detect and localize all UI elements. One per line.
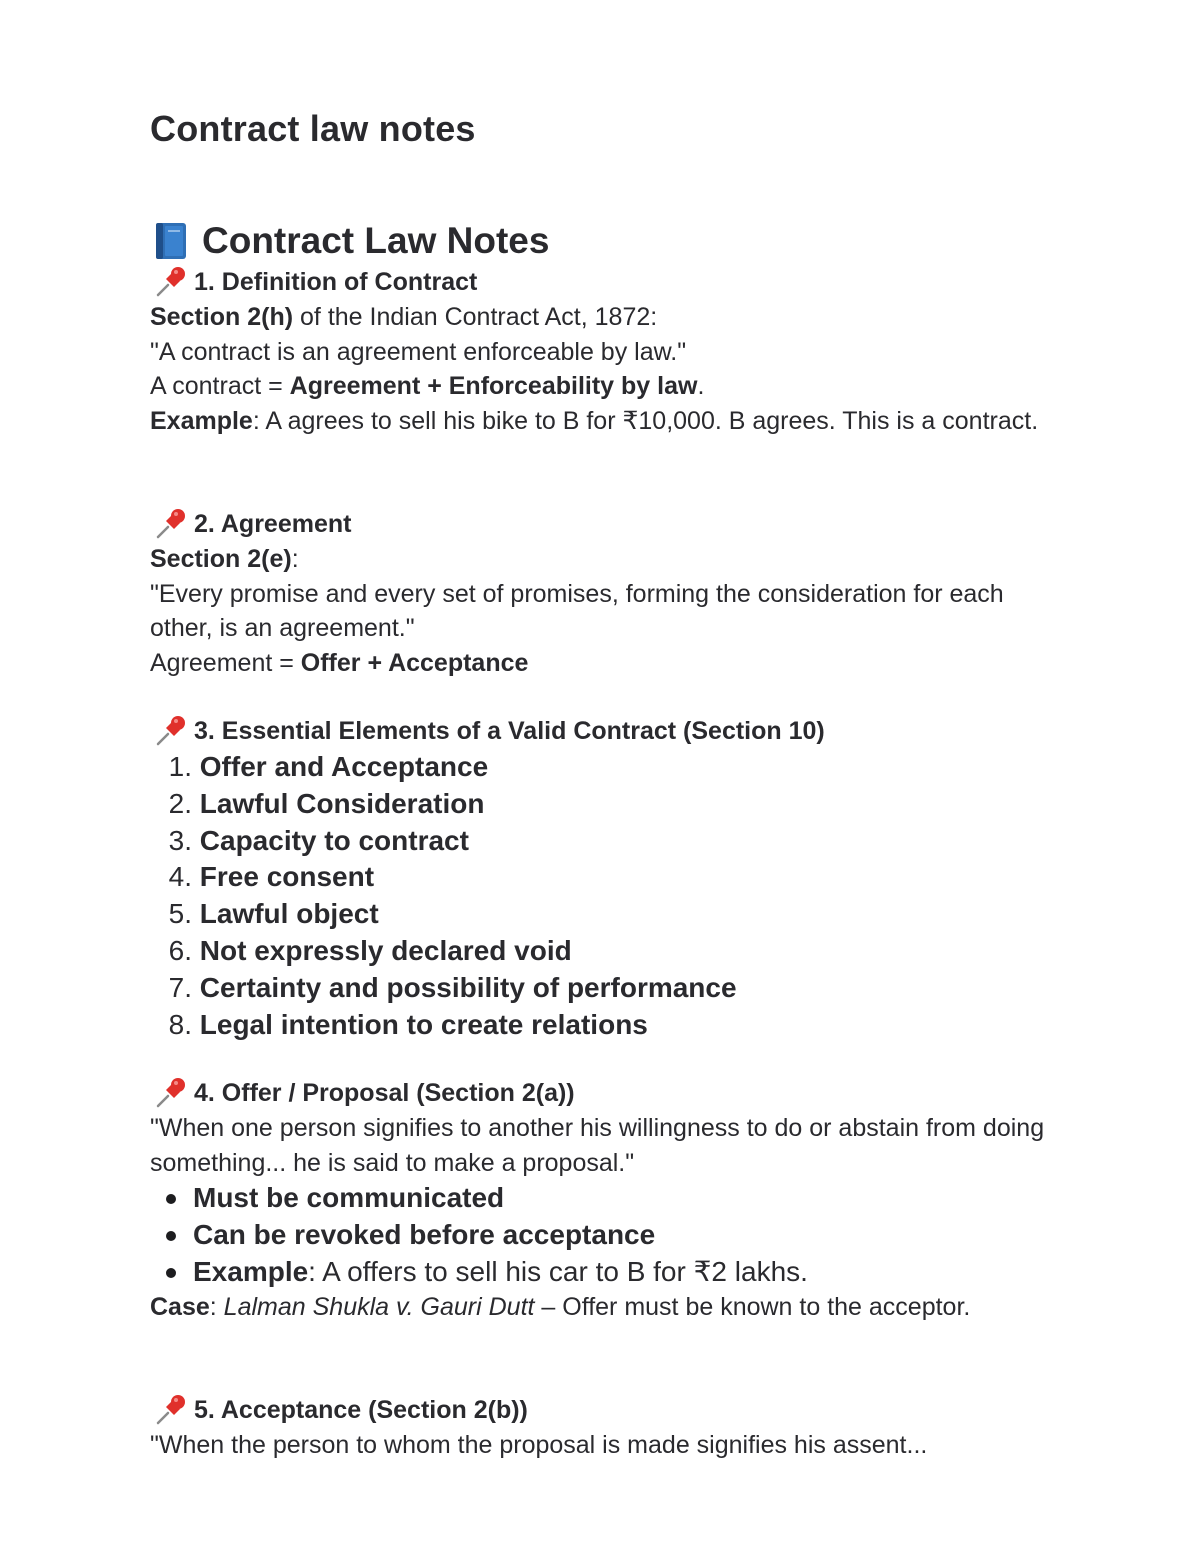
section-2-heading: 2. Agreement bbox=[150, 506, 1050, 542]
section-4-heading: 4. Offer / Proposal (Section 2(a)) bbox=[150, 1075, 1050, 1111]
section-1-quote: "A contract is an agreement enforceable by law." bbox=[150, 337, 687, 366]
main-heading bbox=[154, 220, 549, 262]
section-1-reference: Section 2(h) of the Indian Contract Act, 1872: bbox=[150, 303, 658, 331]
section-2-quote: "Every promise and every set of promises, forming the consideration for each other, is an agreement." bbox=[150, 579, 1004, 642]
section-3-heading: 3. Essential Elements of a Valid Contract (Section 10) bbox=[150, 713, 1050, 749]
red-pushpin-icon bbox=[154, 507, 188, 541]
section-4 bbox=[150, 1075, 1050, 1325]
section-2-reference: Section 2(e): bbox=[150, 545, 299, 573]
list-item: Can be revoked before acceptance bbox=[150, 1217, 1050, 1254]
section-2-equation: Agreement = Offer + Acceptance bbox=[150, 648, 529, 677]
section-1-equation: A contract = Agreement + Enforceability by law. bbox=[150, 372, 705, 400]
list-item: 8. Legal intention to create relations bbox=[168, 1008, 648, 1040]
section-5-heading: 5. Acceptance (Section 2(b)) bbox=[150, 1392, 1050, 1428]
list-item: 1. Offer and Acceptance bbox=[168, 751, 489, 782]
list-item: 6. Not expressly declared void bbox=[168, 934, 572, 966]
list-item: 4. Free consent bbox=[168, 861, 375, 893]
blue-book-icon bbox=[154, 221, 188, 261]
section-2 bbox=[150, 506, 1050, 680]
section-4-quote: "When one person signifies to another his willingness to do or abstain from doing something... he is said to make a proposal." bbox=[150, 1114, 1045, 1177]
document-title: Contract law notes bbox=[150, 108, 476, 149]
red-pushpin-icon bbox=[154, 714, 188, 748]
section-4-case: Case: Lalman Shukla v. Gauri Dutt – Offer must be known to the acceptor. bbox=[150, 1293, 971, 1322]
bullet-icon bbox=[150, 1180, 193, 1217]
section-1-example: Example: A agrees to sell his bike to B for ₹10,000. B agrees. This is a contract. bbox=[150, 406, 1039, 435]
list-item: 5. Lawful object bbox=[168, 898, 379, 930]
main-heading-text: Contract Law Notes bbox=[202, 220, 550, 261]
red-pushpin-icon bbox=[154, 1393, 188, 1427]
section-5-quote: "When the person to whom the proposal is made signifies his assent... bbox=[150, 1431, 928, 1459]
section-5 bbox=[150, 1392, 1050, 1463]
red-pushpin-icon bbox=[154, 1076, 188, 1110]
list-item: Must be communicated bbox=[150, 1180, 1050, 1217]
red-pushpin-icon bbox=[154, 265, 188, 299]
list-item: 2. Lawful Consideration bbox=[168, 787, 485, 819]
section-3 bbox=[150, 713, 1050, 1043]
list-item: Example: A offers to sell his car to B for ₹2 lakhs. bbox=[150, 1254, 1050, 1291]
bullet-icon bbox=[150, 1254, 193, 1291]
bullet-icon bbox=[150, 1217, 193, 1254]
list-item: 7. Certainty and possibility of performance bbox=[168, 971, 737, 1003]
offer-bullet-list bbox=[150, 1180, 1050, 1290]
list-item: 3. Capacity to contract bbox=[168, 824, 469, 856]
essential-elements-list bbox=[150, 749, 1050, 1043]
section-1 bbox=[150, 264, 1050, 438]
section-1-heading: 1. Definition of Contract bbox=[150, 264, 1050, 300]
